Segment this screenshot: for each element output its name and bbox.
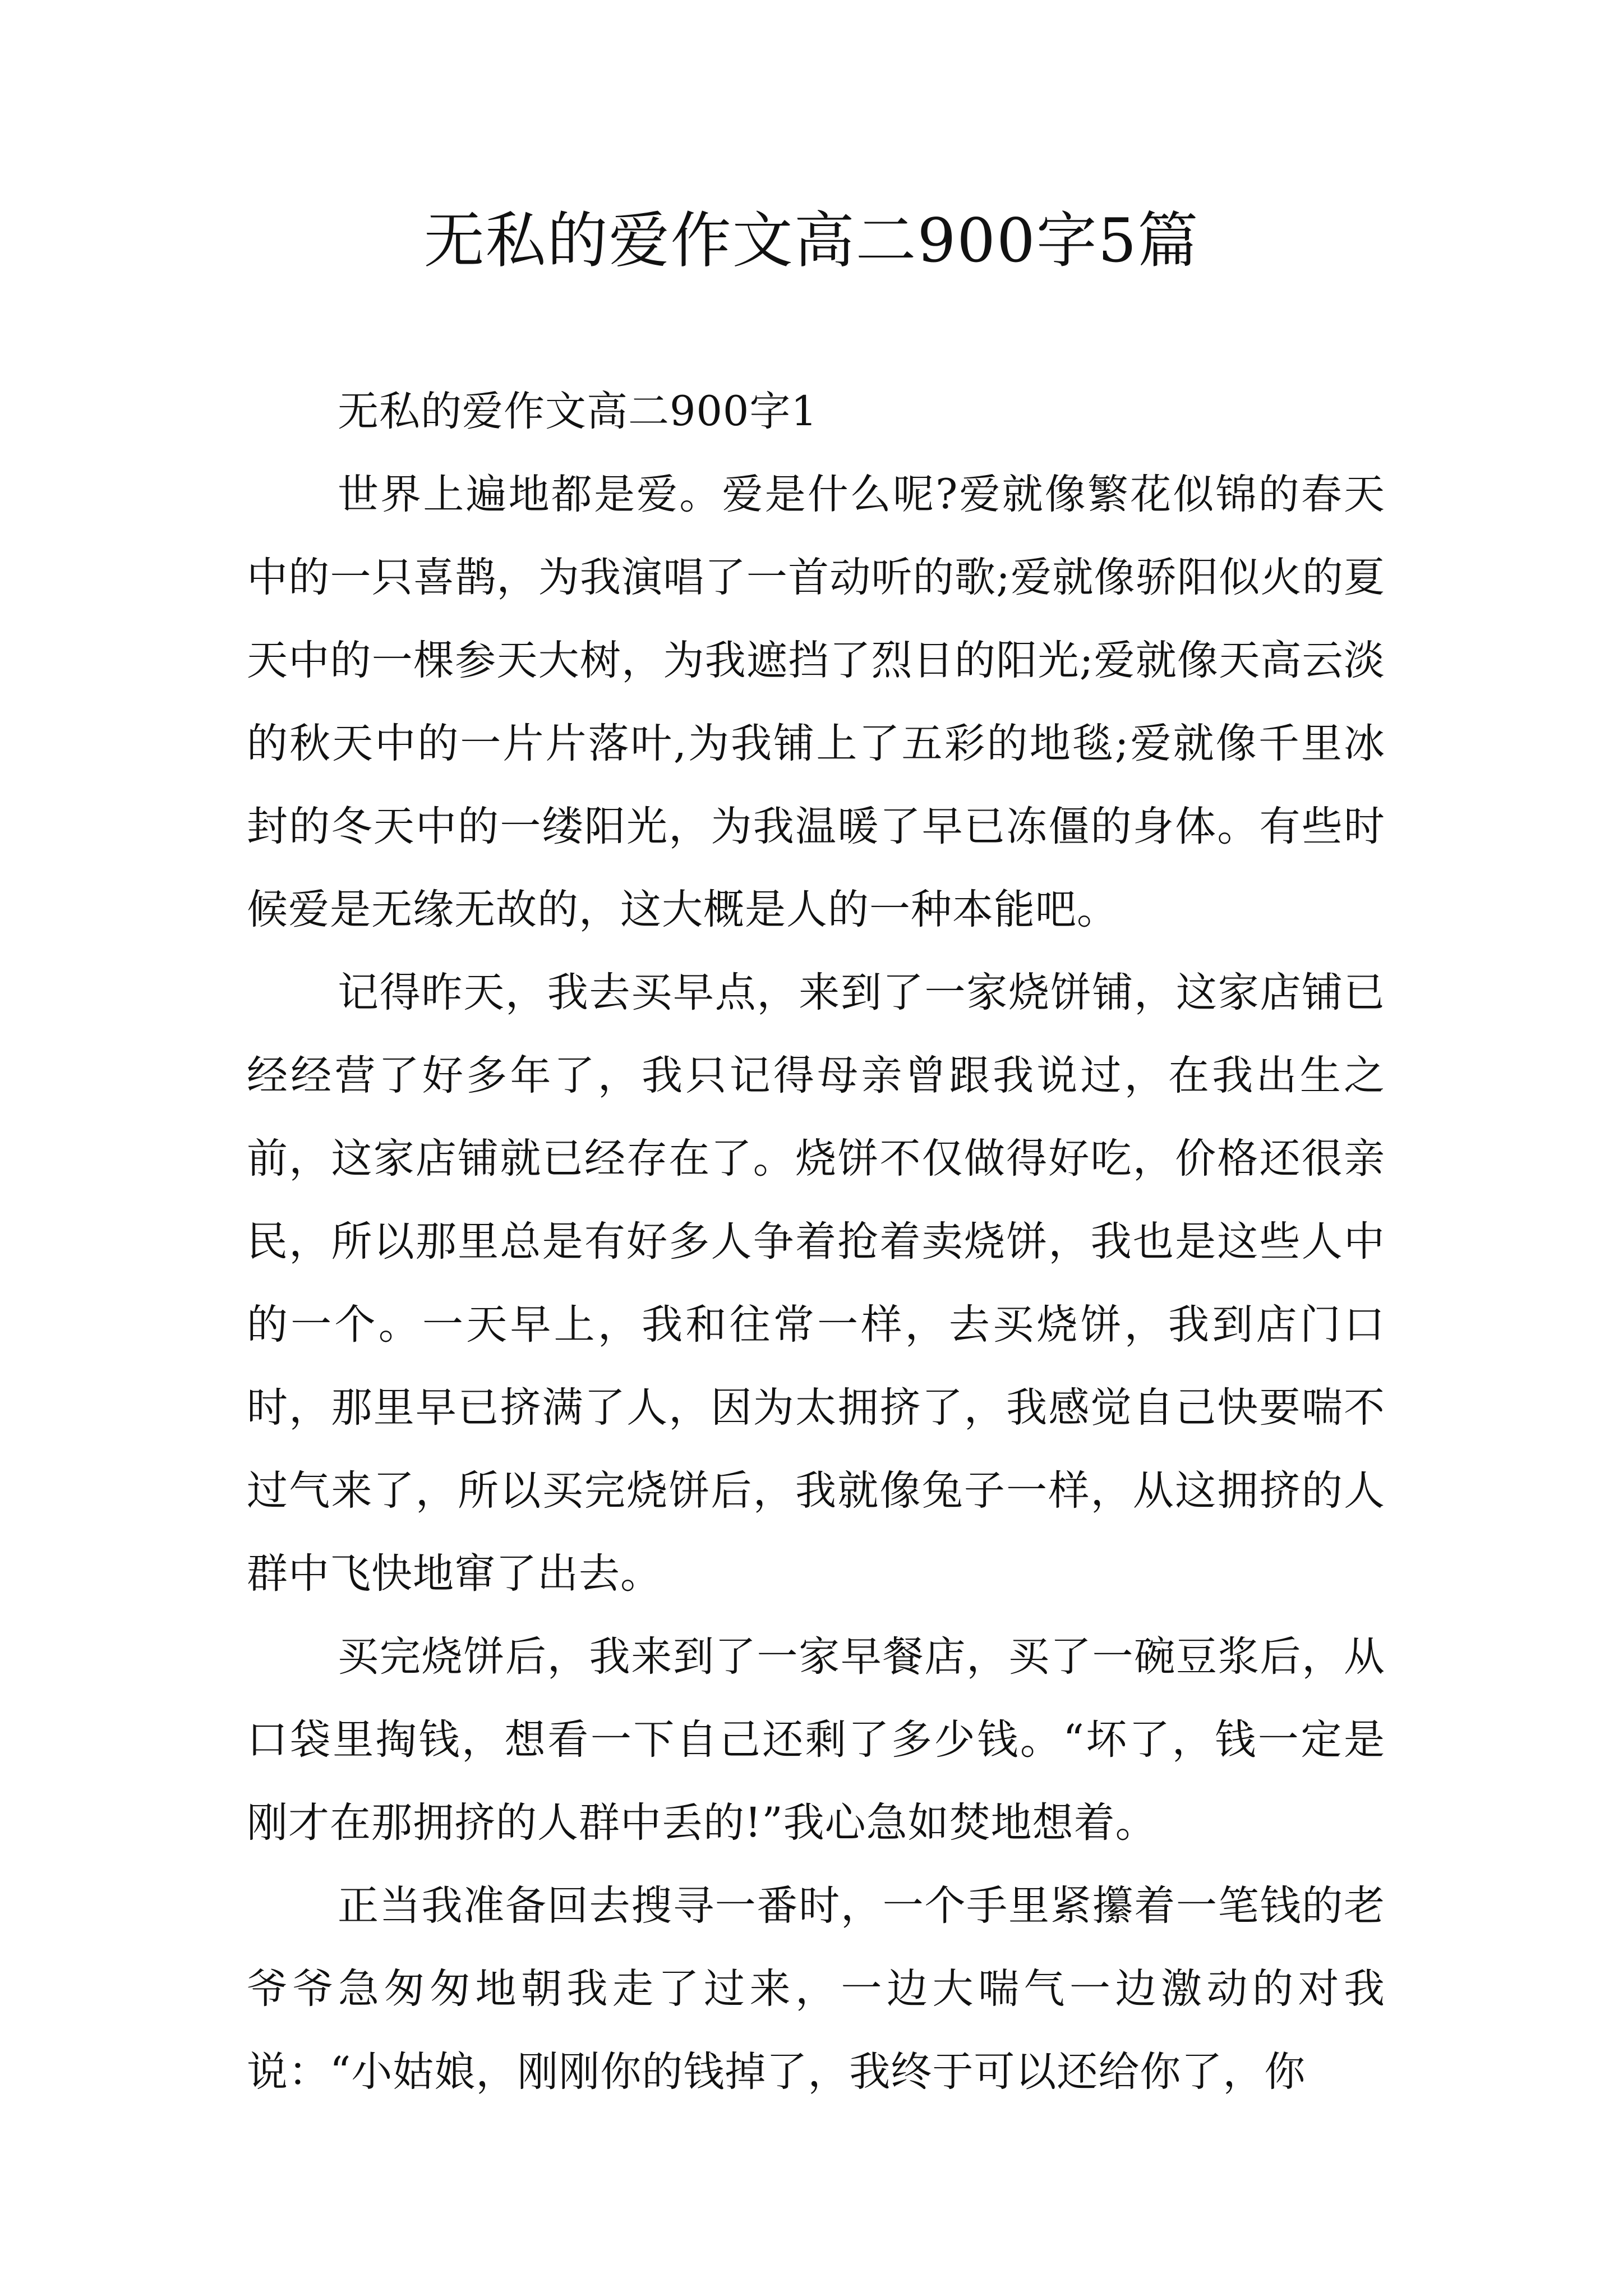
document-body: [247, 370, 1385, 2114]
paragraph: 世界上遍地都是爱。爱是什么呢?爱就像繁花似锦的春天中的一只喜鹊，为我演唱了一首动听的歌;爱就像骄阳似火的夏天中的一棵参天大树，为我遮挡了烈日的阳光;爱就像天高云淡的秋天中的一片片落叶,为我铺上了五彩的地毯;爱就像千里冰封的冬天中的一缕阳光，为我温暖了早已冻僵的身体。有些时候爱是无缘无故的，这大概是人的一种本能吧。: [247, 471, 1385, 933]
document-title: 无私的爱作文高二900字5篇: [423, 206, 1200, 276]
paragraph: 记得昨天，我去买早点，来到了一家烧饼铺，这家店铺已经经营了好多年了，我只记得母亲曾跟我说过，在我出生之前，这家店铺就已经存在了。烧饼不仅做得好吃，价格还很亲民，所以那里总是有好多人争着抢着卖烧饼，我也是这些人中的一个。一天早上，我和往常一样，去买烧饼，我到店门口时，那里早已挤满了人，因为太拥挤了，我感觉自己快要喘不过气来了，所以买完烧饼后，我就像兔子一样，从这拥挤的人群中飞快地窜了出去。: [247, 969, 1385, 1598]
paragraph: 正当我准备回去搜寻一番时，一个手里紧攥着一笔钱的老爷爷急匆匆地朝我走了过来，一边大喘气一边激动的对我说：“小姑娘，刚刚你的钱掉了，我终于可以还给你了，你: [247, 1882, 1385, 2096]
section-heading: 无私的爱作文高二900字1: [338, 388, 818, 435]
paragraph: 买完烧饼后，我来到了一家早餐店，买了一碗豆浆后，从口袋里掏钱，想看一下自己还剩了多少钱。“坏了，钱一定是刚才在那拥挤的人群中丢的!”我心急如焚地想着。: [247, 1633, 1385, 1847]
